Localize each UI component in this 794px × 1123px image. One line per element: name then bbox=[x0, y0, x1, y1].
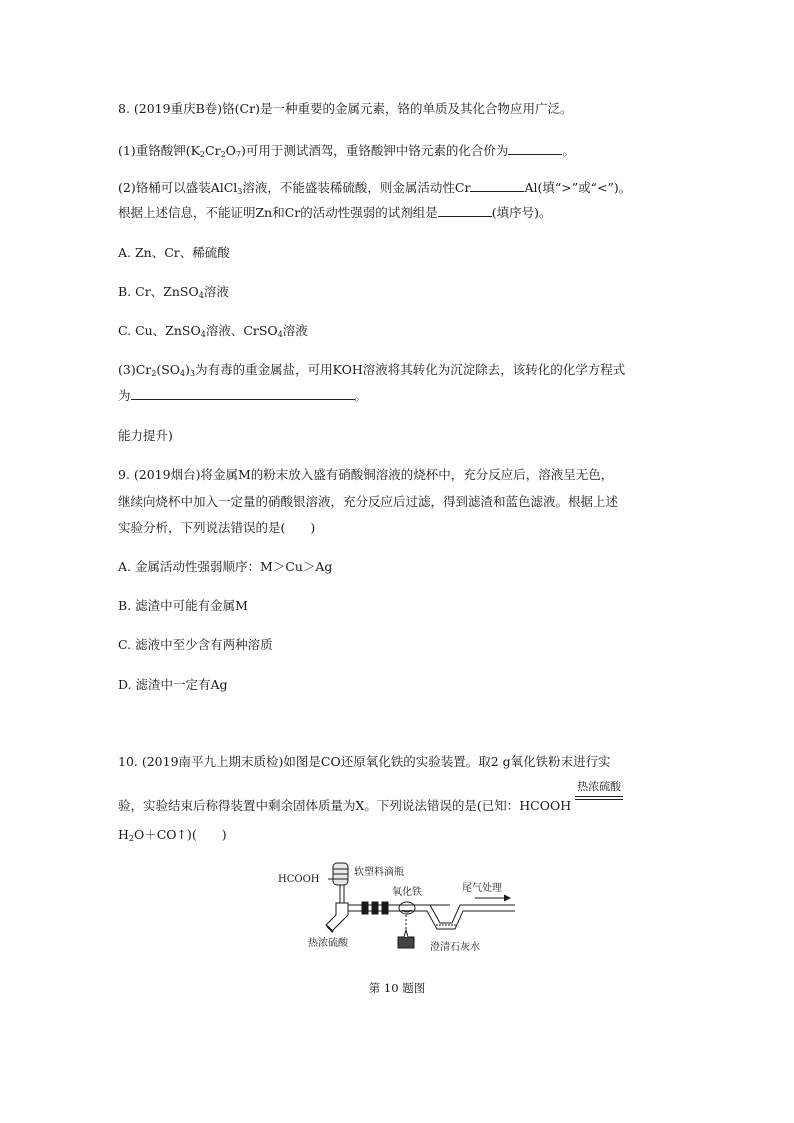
q9-option-a: A. 金属活动性强弱顺序：M＞Cu＞Ag bbox=[118, 559, 333, 574]
q8-part1-end: 。 bbox=[562, 143, 575, 158]
q9-option-d: D. 滤渣中一定有Ag bbox=[118, 677, 228, 692]
q8-option-c-end: 溶液 bbox=[282, 323, 308, 338]
reaction-condition-arrow bbox=[571, 780, 627, 810]
q10-line2-text: 验，实验结束后称得装置中剩余固体质量为X。下列说法错误的是(已知：HCOOH bbox=[118, 798, 572, 813]
q8-part2 bbox=[118, 179, 631, 201]
q8-part3-equation-blank[interactable] bbox=[131, 387, 355, 400]
q9-line1: 9. (2019烟台)将金属M的粉末放入盛有硝酸铜溶液的烧杯中，充分反应后，溶液呈无色， bbox=[118, 467, 614, 482]
q8-sub: 3 bbox=[190, 369, 196, 378]
q8-part3-text-c: ) bbox=[185, 362, 191, 377]
q8-part1-text-b: Cr bbox=[205, 143, 221, 158]
q8-sub: 7 bbox=[235, 150, 241, 159]
reaction-tube bbox=[326, 903, 348, 931]
reaction-condition-label: 热浓硫酸 bbox=[577, 780, 622, 793]
q8-sub: 4 bbox=[198, 291, 204, 300]
q9-option-c: C. 滤液中至少含有两种溶质 bbox=[118, 637, 273, 652]
figure-caption: 第 10 题图 bbox=[368, 981, 426, 995]
q10-line2 bbox=[118, 780, 627, 815]
q8-part1-answer-blank[interactable] bbox=[508, 142, 562, 155]
section-heading: 能力提升) bbox=[118, 428, 173, 443]
q8-part2-line2-end: (填序号)。 bbox=[491, 205, 552, 220]
q8-part3-text-d: 为有毒的重金属盐，可用KOH溶液将其转化为沉淀除去，该转化的化学方程式 bbox=[195, 362, 626, 377]
q8-option-c-text: C. Cu、ZnSO bbox=[118, 323, 201, 338]
alcohol-burner bbox=[398, 937, 414, 948]
q8-sub: 3 bbox=[237, 187, 243, 196]
q8-part1-text-d: )可用于测试酒驾，重铬酸钾中铬元素的化合价为 bbox=[241, 143, 509, 158]
rubber-connector bbox=[362, 902, 368, 914]
q8-part1-text-c: O bbox=[225, 143, 236, 158]
apparatus-diagram bbox=[270, 853, 530, 968]
q9-option-b: B. 滤渣中可能有金属M bbox=[118, 598, 248, 613]
q8-option-c bbox=[118, 322, 308, 344]
q8-part3-text-b: (SO bbox=[156, 362, 181, 377]
q8-option-b-text: B. Cr、ZnSO bbox=[118, 284, 199, 299]
q8-part3-end: 。 bbox=[354, 388, 368, 403]
q8-part3-text-a: (3)Cr bbox=[118, 362, 152, 377]
q8-part2-text-c: Al(填“>”或“<”)。 bbox=[524, 180, 632, 195]
q8-part2-text-a: (2)铬桶可以盛装AlCl bbox=[118, 180, 238, 195]
q10-line3 bbox=[118, 826, 227, 848]
label-hcooh: HCOOH bbox=[278, 874, 320, 885]
q8-option-a: A. Zn、Cr、稀硫酸 bbox=[118, 245, 230, 260]
q10-sub: 2 bbox=[128, 834, 134, 843]
q8-sub: 4 bbox=[180, 369, 186, 378]
q8-part3-line2-text: 为 bbox=[118, 388, 131, 403]
q9-line3: 实验分析，下列说法错误的是( ) bbox=[118, 520, 316, 535]
q8-part1-text-a: (1)重铬酸钾(K bbox=[118, 143, 200, 158]
label-iron-oxide: 氧化铁 bbox=[392, 887, 422, 898]
q8-part2-choice-blank[interactable] bbox=[438, 204, 492, 217]
q8-part3-line2 bbox=[118, 387, 367, 405]
q8-sub: 2 bbox=[199, 150, 206, 159]
q8-sub: 4 bbox=[277, 330, 283, 339]
q8-part2-text-b: 溶液，不能盛装稀硫酸，则金属活动性Cr bbox=[242, 180, 471, 195]
q8-option-b bbox=[118, 283, 229, 305]
q8-stem: 8. (2019重庆B卷)铬(Cr)是一种重要的金属元素，铬的单质及其化合物应用广泛。 bbox=[118, 101, 573, 116]
q8-option-b-end: 溶液 bbox=[203, 284, 229, 299]
q8-part2-line2-text: 根据上述信息，不能证明Zn和Cr的活动性强弱的试剂组是 bbox=[118, 205, 438, 220]
q10-line3-text-b: O＋CO↑)( ) bbox=[134, 827, 227, 842]
q8-part2-compare-blank[interactable] bbox=[470, 179, 524, 192]
q8-sub: 2 bbox=[151, 369, 157, 378]
q10-line3-text-a: H bbox=[118, 827, 129, 842]
q8-part1 bbox=[118, 142, 575, 164]
q9-line2: 继续向烧杯中加入一定量的硝酸银溶液，充分反应后过滤，得到滤渣和蓝色滤液。根据上述 bbox=[118, 494, 619, 509]
label-hot-sulfuric-acid: 热浓硫酸 bbox=[308, 938, 348, 949]
label-exhaust: 尾气处理 bbox=[462, 883, 502, 894]
label-lime-water: 澄清石灰水 bbox=[430, 942, 480, 953]
q10-line1: 10. (2019南平九上期末质检)如图是CO还原氧化铁的实验装置。取2 g氧化铁粉末进行实 bbox=[118, 754, 611, 769]
q8-part2-line2 bbox=[118, 204, 552, 222]
q8-part3 bbox=[118, 361, 625, 383]
label-dropper-bottle: 软塑料滴瓶 bbox=[354, 867, 404, 878]
q8-sub: 4 bbox=[200, 330, 206, 339]
q8-sub: 2 bbox=[220, 150, 226, 159]
q8-option-c-mid: 溶液、CrSO bbox=[205, 323, 278, 338]
